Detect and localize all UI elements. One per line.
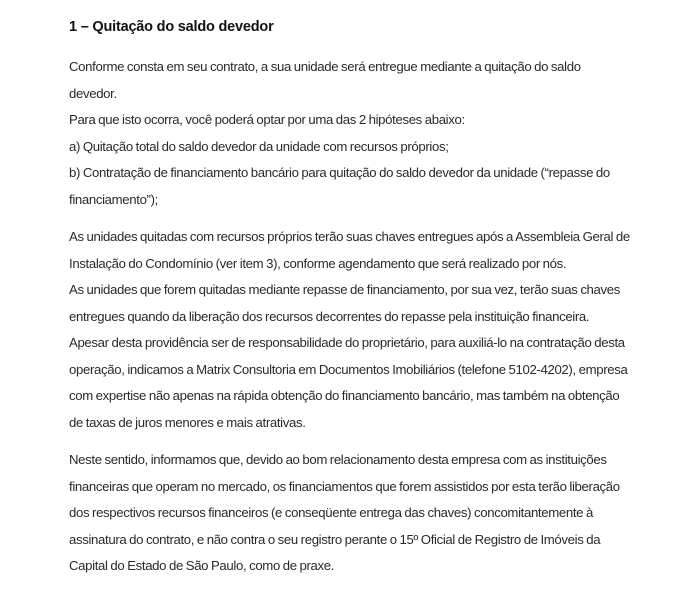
text-line: financeiras que operam no mercado, os financiamentos que forem assistidos por esta terão liberação [69,478,620,494]
text-line: Neste sentido, informamos que, devido ao bom relacionamento desta empresa com as instituições [69,452,607,467]
text-line: Capital do Estado de São Paulo, como de praxe. [69,558,335,573]
text-line: As unidades que forem quitadas mediante repasse de financiamento, por sua vez, terão suas chaves [69,282,620,297]
option-a-line: a) Quitação total do saldo devedor da unidade com recursos próprios; [69,138,449,154]
text-line: Conforme consta em seu contrato, a sua unidade será entregue mediante a quitação do saldo [69,59,581,74]
text-line: dos respectivos recursos financeiros (e conseqüente entrega das chaves) concomitantemente à [69,505,593,520]
text-line: Para que isto ocorra, você poderá optar por uma das 2 hipóteses abaixo: [69,112,465,127]
text-line: assinatura do contrato, e não contra o seu registro perante o 15º Oficial de Registro de Imóveis da [69,531,601,547]
paragraph-entrega-chaves [69,224,669,436]
text-line: Instalação do Condomínio (ver item 3), conforme agendamento que será realizado por nós. [69,255,567,271]
text-line: As unidades quitadas com recursos próprios terão suas chaves entregues após a Assembleia Geral de [69,229,630,244]
text-line: Apesar desta providência ser de responsabilidade do proprietário, para auxiliá-lo na contratação desta [69,335,625,350]
text-line: financiamento”); [69,191,158,207]
document-body [69,14,669,580]
text-line: com expertise não apenas na rápida obtenção do financiamento bancário, mas também na obtenção [69,388,620,403]
section-title: 1 – Quitação do saldo devedor [69,19,274,35]
paragraph-quitacao-intro [69,54,669,213]
text-line: devedor. [69,85,117,101]
text-line: operação, indicamos a Matrix Consultoria em Documentos Imobiliários (telefone 5102-4202), empresa [69,361,628,377]
option-b-line: b) Contratação de financiamento bancário para quitação do saldo devedor da unidade (“repasse do [69,165,610,180]
paragraph-neste-sentido [69,447,669,580]
text-line: de taxas de juros menores e mais atrativas. [69,414,306,430]
text-line: entregues quando da liberação dos recursos decorrentes do repasse pela instituição financeira. [69,308,590,324]
